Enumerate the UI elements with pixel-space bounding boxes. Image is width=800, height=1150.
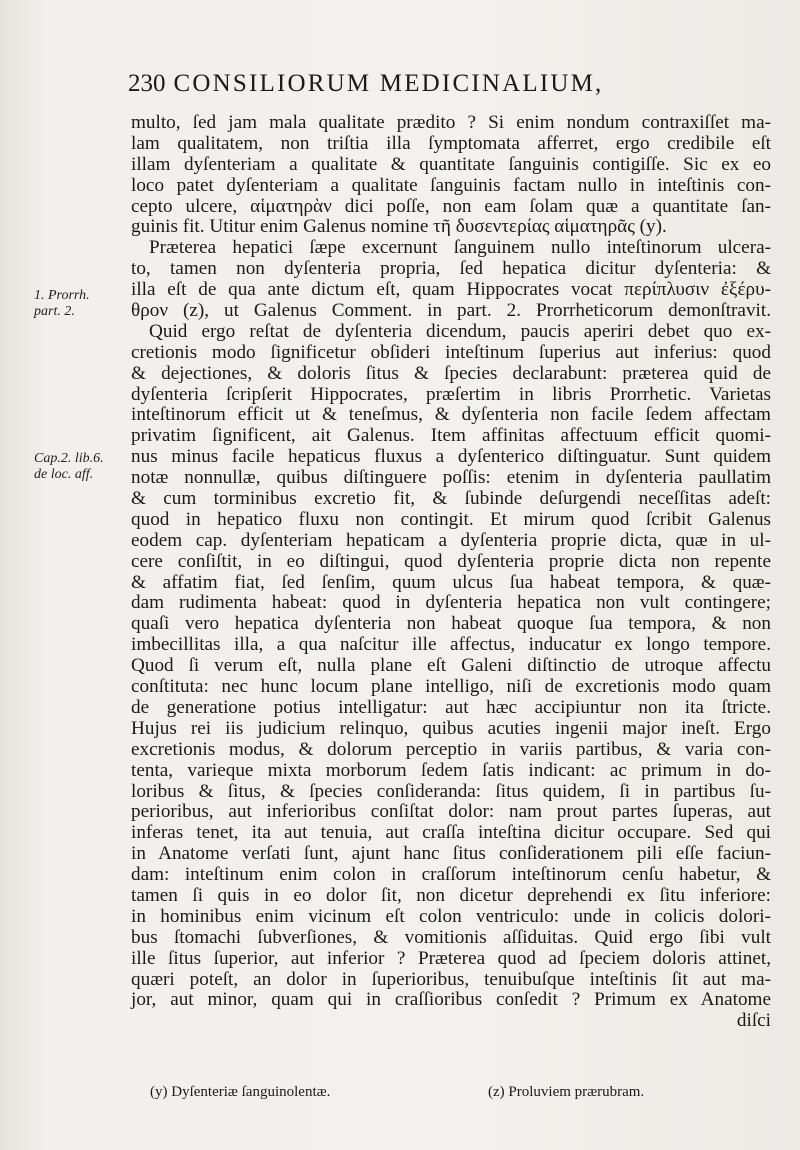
text-line: eodem cap. dyſenteriam hepaticam a dyſenteria proprie dicta, quæ in ul- xyxy=(131,529,771,551)
footnote-y: (y) Dyſenteriæ ſanguinolentæ. xyxy=(150,1084,331,1100)
text-line: tamen ſi quis in eo dolor ſit, non dicetur deprehendi ex ſitu inferiore: xyxy=(131,884,771,906)
text-line: θρον (z), ut Galenus Comment. in part. 2. Prorrheticorum demonſtravit. xyxy=(131,300,771,322)
text-line: & cum torminibus excretio fit, & ſubinde deſurgendi neceſſitas adeſt: xyxy=(131,488,771,510)
text-line: de generatione potius intelligatur: aut hæc accipiuntur non ita ſtricte. xyxy=(131,696,771,718)
footnotes xyxy=(150,1084,750,1108)
margin-note-line: de loc. aff. xyxy=(34,467,94,482)
text-line: imbecillitas illa, a qua naſcitur ille affectus, inducatur ex longo tempore. xyxy=(131,634,771,656)
text-line: cretionis modo ſignificetur obſideri inteſtinum ſuperius aut inferius: quod xyxy=(131,341,771,363)
text-line: conſtituta: nec hunc locum plane intelligo, niſi de excretionis modo quam xyxy=(131,676,771,698)
text-line: inteſtinorum efficit ut & teneſmus, & dyſenteria non facile ſedem affectam xyxy=(131,404,771,426)
text-line: Præterea hepatici ſæpe excernunt ſanguinem nullo inteſtinorum ulcera- xyxy=(149,237,771,259)
text-line: cere conſiſtit, in eo diſtingui, quod dyſenteria proprie dicta non repente xyxy=(131,550,771,572)
text-line: quæri poteſt, an dolor in ſuperioribus, tenuibuſque inteſtinis ſit aut ma- xyxy=(131,968,771,990)
text-line: Quod ſi verum eſt, nulla plane eſt Galeni diſtinctio de utroque affectu xyxy=(131,655,771,677)
text-line: guinis fit. Utitur enim Galenus nomine τῆ δυσεντερίας αἱματηρᾶς (y). xyxy=(131,216,667,238)
text-line: privatim ſignificent, ait Galenus. Item affinitas affectuum efficit quomi- xyxy=(131,425,771,447)
text-line: Quid ergo reſtat de dyſenteria dicendum, paucis aperiri debet quo ex- xyxy=(149,320,771,342)
text-line: to, tamen non dyſenteria propria, ſed hepatica dicitur dyſenteria: & xyxy=(131,258,771,280)
text-line: dam rudimenta habeat: quod in dyſenteria hepatica non vult contingere; xyxy=(131,592,771,614)
text-line: nus minus facile hepaticus fluxus a dyſenterico diſtinguatur. Sunt quidem xyxy=(131,446,771,468)
text-line: Hujus rei iis judicium relinquo, quibus acuties ingenii major ineſt. Ergo xyxy=(131,717,771,739)
margin-note-line: Cap.2. lib.6. xyxy=(34,451,104,466)
text-line: loribus & ſitus, & ſpecies conſideranda: ſitus quidem, ſi in partibus ſu- xyxy=(131,780,771,802)
text-line: loco patet dyſenteriam a qualitate ſanguinis factam nullo in inteſtinis con- xyxy=(131,174,771,196)
footnote-z: (z) Proluviem prærubram. xyxy=(488,1084,645,1100)
text-line: illam dyſenteriam a qualitate & quantitate ſanguinis contigiſſe. Sic ex eo xyxy=(131,153,771,175)
text-line: & affatim fiat, ſed ſenſim, quum ulcus ſua habeat tempora, & quæ- xyxy=(131,571,771,593)
text-line: lam qualitatem, non triſtia illa ſymptomata afferret, ergo credibile eſt xyxy=(131,132,771,154)
margin-note-line: part. 2. xyxy=(34,304,75,319)
page-number: 230 xyxy=(128,70,166,97)
text-line: perioribus, aut inferioribus conſiſtat dolor: nam prout partes ſuperas, aut xyxy=(131,801,771,823)
text-line: dyſenteria ſcripſerit Hippocrates, præſertim in libris Prorrhetic. Varietas xyxy=(131,383,771,405)
text-line: excretionis modus, & dolorum perceptio in variis partibus, & varia con- xyxy=(131,738,771,760)
text-line: quaſi vero hepatica dyſenteria non habeat quoque ſua tempora, & non xyxy=(131,613,771,635)
margin-note-prorrh xyxy=(34,288,90,320)
text-line: dam: inteſtinum enim colon in craſſorum inteſtinorum cenſu habetur, & xyxy=(131,864,771,886)
text-line: tenta, varieque mixta morborum ſedem ſatis indicant: ac primum in do- xyxy=(131,759,771,781)
page-header xyxy=(128,70,728,110)
text-line: bus ſtomachi ſubverſiones, & vomitionis aſſiduitas. Quid ergo ſibi vult xyxy=(131,926,771,948)
text-line: inferas tenet, ita aut tenuia, aut craſſa inteſtina dicitur occupare. Sed qui xyxy=(131,822,771,844)
text-line: in hominibus enim vicinum eſt colon ventriculo: unde in colicis dolori- xyxy=(131,905,771,927)
text-line: quod in hepatico fluxu non contingit. Et mirum quod ſcribit Galenus xyxy=(131,508,771,530)
margin-note-cap xyxy=(34,451,104,483)
catchword: diſci xyxy=(736,1010,771,1032)
text-line: jor, aut minor, quam qui in craſſioribus conſedit ? Primum ex Anatome xyxy=(131,989,771,1011)
text-line: illa eſt de qua ante dictum eſt, quam Hippocrates vocat περίπλυσιν ἐξέρυ- xyxy=(131,279,771,301)
body-text xyxy=(131,113,771,1032)
text-line: ille ſitus ſuperior, aut inferior ? Præterea quod ad ſpeciem doloris attinet, xyxy=(131,947,771,969)
running-title: CONSILIORUM MEDICINALIUM, xyxy=(173,70,604,97)
text-line: in Anatome verſati ſunt, ajunt hanc ſitus conſiderationem pili eſſe faciun- xyxy=(131,843,771,865)
text-line: multo, ſed jam mala qualitate prædito ? Si enim nondum contraxiſſet ma- xyxy=(131,112,771,133)
margin-note-line: 1. Prorrh. xyxy=(34,288,90,303)
text-line: notæ nonnullæ, quibus diſtinguere poſſis: etenim in dyſenteria paullatim xyxy=(131,467,771,489)
text-line: cepto ulcere, αἱματηρὰν dici poſſe, non eam ſolam quæ a quantitate ſan- xyxy=(131,195,771,217)
text-line: & dejectiones, & doloris ſitus & ſpecies declarabunt: præterea quid de xyxy=(131,362,771,384)
